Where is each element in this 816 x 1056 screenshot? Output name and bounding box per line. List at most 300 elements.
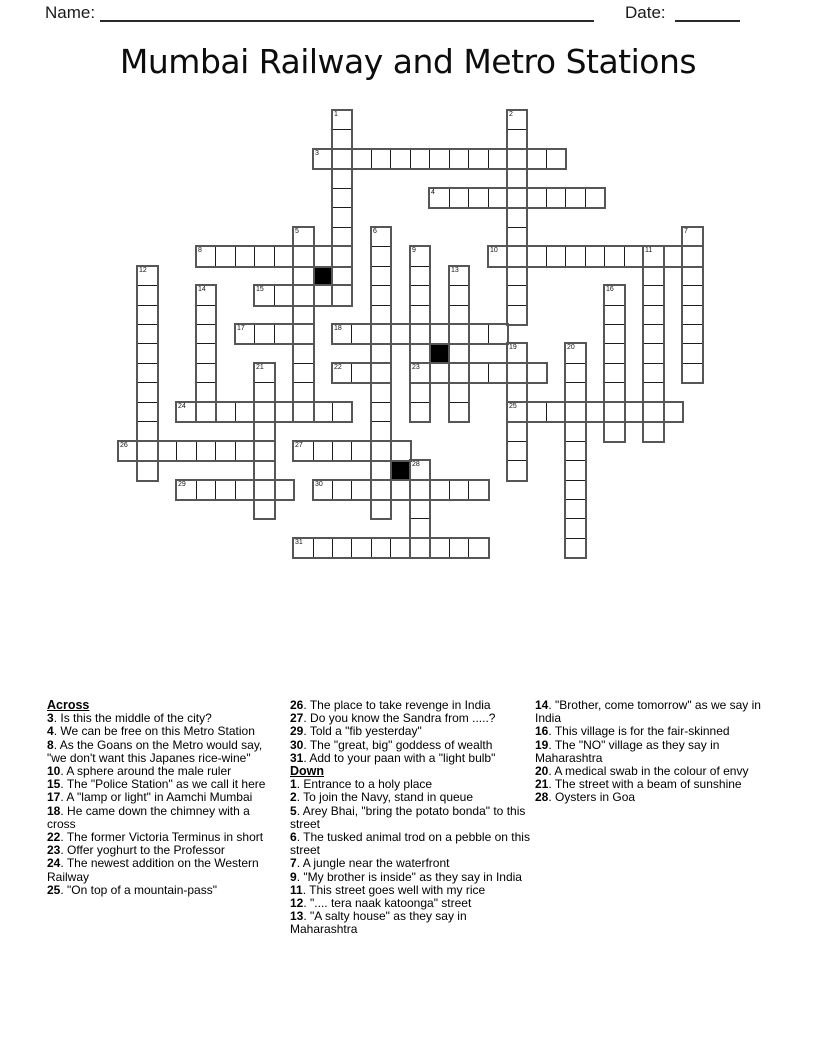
grid-cell[interactable] <box>254 441 275 461</box>
grid-cell[interactable] <box>604 324 625 344</box>
grid-cell[interactable] <box>507 402 527 422</box>
grid-cell[interactable] <box>429 188 450 208</box>
grid-cell[interactable] <box>488 324 508 344</box>
clue-item: 21. The street with a beam of sunshine <box>535 777 742 792</box>
grid-cell[interactable] <box>546 402 566 422</box>
grid-cell[interactable] <box>449 402 469 422</box>
grid-cell[interactable] <box>371 421 391 442</box>
grid-cell[interactable] <box>546 188 566 208</box>
grid-cell[interactable] <box>390 538 411 558</box>
grid-cell[interactable] <box>507 227 527 247</box>
grid-cell[interactable] <box>410 538 430 558</box>
grid-cell[interactable] <box>410 382 430 403</box>
clue-item: 5. Arey Bhai, "bring the potato bonda" to this street <box>290 803 526 831</box>
cell-number: 22 <box>334 364 342 371</box>
clue-item: 17. A "lamp or light" in Aamchi Mumbai <box>47 790 253 805</box>
grid-cell[interactable] <box>157 441 177 461</box>
grid-cell[interactable] <box>429 363 450 383</box>
grid-cell[interactable] <box>449 324 469 344</box>
grid-cell[interactable] <box>410 402 430 422</box>
grid-cell[interactable] <box>507 188 527 208</box>
grid-cell[interactable] <box>196 285 216 306</box>
grid-cell[interactable] <box>196 246 216 267</box>
grid-cell[interactable] <box>313 285 333 306</box>
clue-item: 20. A medical swab in the colour of envy <box>535 764 749 779</box>
grid-cell[interactable] <box>137 363 158 383</box>
grid-cell[interactable] <box>118 441 138 461</box>
grid-cell[interactable] <box>507 305 527 325</box>
clue-item: 7. A jungle near the waterfront <box>290 856 450 871</box>
clue-item: 1. Entrance to a holy place <box>290 777 433 792</box>
grid-cell[interactable] <box>410 518 430 539</box>
grid-cell[interactable] <box>643 266 664 286</box>
grid-cell[interactable] <box>254 246 275 267</box>
grid-cell[interactable] <box>235 480 255 500</box>
grid-cell[interactable] <box>410 305 430 325</box>
grid-cell[interactable] <box>332 168 352 189</box>
clue-text: Do you know the Sandra from .....? <box>310 711 496 726</box>
grid-cell[interactable] <box>604 363 625 383</box>
grid-cell[interactable] <box>137 324 158 344</box>
grid-cell[interactable] <box>254 460 275 481</box>
grid-cell[interactable] <box>332 266 352 286</box>
clue-number: 11 <box>290 882 303 897</box>
grid-cell[interactable] <box>624 246 644 267</box>
grid-cell[interactable] <box>293 246 314 267</box>
clue-number: 16 <box>535 724 549 739</box>
grid-cell[interactable] <box>604 246 625 267</box>
clue-text: The street with a beam of sunshine <box>554 777 742 792</box>
grid-cell[interactable] <box>313 246 333 267</box>
grid-cell[interactable] <box>410 246 430 267</box>
grid-cell[interactable] <box>293 382 314 403</box>
grid-cell[interactable] <box>507 266 527 286</box>
grid-cell[interactable] <box>565 402 586 422</box>
grid-cell[interactable] <box>274 246 294 267</box>
grid-cell[interactable] <box>410 480 430 500</box>
grid-cell[interactable] <box>585 246 605 267</box>
down-heading: Down <box>290 764 325 779</box>
cell-number: 31 <box>295 539 303 546</box>
grid-cell[interactable] <box>604 343 625 364</box>
grid-cell[interactable] <box>565 499 586 519</box>
grid-cell[interactable] <box>468 188 489 208</box>
grid-cell[interactable] <box>643 363 664 383</box>
grid-cell[interactable] <box>215 246 236 267</box>
grid-cell[interactable] <box>274 285 294 306</box>
clue-item: 29. Told a "fib yesterday" <box>290 724 422 739</box>
grid-cell[interactable] <box>526 402 547 422</box>
grid-cell[interactable] <box>274 402 294 422</box>
grid-cell[interactable] <box>643 402 664 422</box>
grid-cell[interactable] <box>371 538 391 558</box>
grid-cell[interactable] <box>410 149 430 169</box>
grid-cell[interactable] <box>526 363 547 383</box>
grid-cell[interactable] <box>682 363 703 383</box>
grid-cell[interactable] <box>507 129 527 150</box>
grid-cell[interactable] <box>332 324 352 344</box>
grid-cell[interactable] <box>351 441 372 461</box>
clue-text: We can be free on this Metro Station <box>60 724 255 739</box>
grid-cell[interactable] <box>488 363 508 383</box>
clue-text: The "great, big" goddess of wealth <box>309 737 493 752</box>
grid-cell[interactable] <box>488 149 508 169</box>
grid-cell[interactable] <box>468 480 489 500</box>
grid-cell[interactable] <box>546 246 566 267</box>
grid-cell[interactable] <box>390 441 411 461</box>
grid-cell[interactable] <box>293 441 314 461</box>
grid-cell[interactable] <box>429 480 450 500</box>
grid-cell[interactable] <box>371 285 391 306</box>
grid-cell[interactable] <box>196 441 216 461</box>
clue-item: 26. The place to take revenge in India <box>290 698 491 712</box>
grid-cell[interactable] <box>449 343 469 364</box>
clue-text: Add to your paan with a "light bulb" <box>309 750 496 765</box>
cell-number: 25 <box>509 403 517 410</box>
grid-cell[interactable] <box>468 538 489 558</box>
grid-cell[interactable] <box>682 305 703 325</box>
grid-cell[interactable] <box>488 246 508 267</box>
grid-cell[interactable] <box>526 188 547 208</box>
grid-cell[interactable] <box>137 382 158 403</box>
grid-cell[interactable] <box>682 324 703 344</box>
cell-number: 15 <box>256 286 264 293</box>
clue-number: 1 <box>290 777 297 792</box>
grid-cell[interactable] <box>293 227 314 247</box>
grid-cell[interactable] <box>371 402 391 422</box>
grid-cell[interactable] <box>468 324 489 344</box>
grid-cell[interactable] <box>643 421 664 442</box>
grid-cell[interactable] <box>410 460 430 481</box>
grid-cell[interactable] <box>196 363 216 383</box>
grid-cell[interactable] <box>196 480 216 500</box>
grid-cell[interactable] <box>507 343 527 364</box>
grid-cell[interactable] <box>410 324 430 344</box>
grid-cell[interactable] <box>565 246 586 267</box>
grid-cell[interactable] <box>332 441 352 461</box>
grid-cell[interactable] <box>371 363 391 383</box>
cell-number: 4 <box>431 189 435 196</box>
grid-cell[interactable] <box>507 246 527 267</box>
grid-cell[interactable] <box>313 480 333 500</box>
grid-cell[interactable] <box>332 538 352 558</box>
grid-cell[interactable] <box>196 343 216 364</box>
clues-column-2 <box>290 699 530 937</box>
grid-cell[interactable] <box>293 324 314 344</box>
grid-cell[interactable] <box>215 480 236 500</box>
clue-item: 18. He came down the chimney with a cross <box>47 803 250 831</box>
cell-number: 10 <box>490 247 498 254</box>
grid-cell[interactable] <box>643 324 664 344</box>
grid-cell[interactable] <box>371 324 391 344</box>
grid-cell[interactable] <box>390 480 411 500</box>
clue-item: 19. The "NO" village as they say in Maharashtra <box>535 737 720 765</box>
grid-cell[interactable] <box>507 207 527 228</box>
grid-cell[interactable] <box>313 149 333 169</box>
grid-cell[interactable] <box>196 382 216 403</box>
grid-cell[interactable] <box>410 363 430 383</box>
grid-cell[interactable] <box>176 480 197 500</box>
clue-text: As the Goans on the Metro would say, "we don't want this Japanes rice-wine" <box>47 737 263 765</box>
grid-cell[interactable] <box>137 285 158 306</box>
clue-item: 10. A sphere around the male ruler <box>47 764 232 779</box>
grid-cell[interactable] <box>410 285 430 306</box>
clue-number: 26 <box>290 698 304 712</box>
grid-cell[interactable] <box>565 518 586 539</box>
grid-cell[interactable] <box>332 363 352 383</box>
grid-cell[interactable] <box>663 246 683 267</box>
grid-cell[interactable] <box>371 382 391 403</box>
grid-cell[interactable] <box>274 480 294 500</box>
grid-cell[interactable] <box>449 285 469 306</box>
grid-cell[interactable] <box>332 110 352 130</box>
clue-number: 22 <box>47 830 61 845</box>
grid-cell[interactable] <box>507 460 527 481</box>
grid-cell[interactable] <box>254 324 275 344</box>
grid-cell[interactable] <box>196 402 216 422</box>
grid-cell[interactable] <box>332 188 352 208</box>
grid-cell[interactable] <box>507 168 527 189</box>
clue-item: 2. To join the Navy, stand in queue <box>290 790 474 805</box>
grid-cell[interactable] <box>390 324 411 344</box>
grid-cell[interactable] <box>137 343 158 364</box>
cell-number: 2 <box>509 111 513 118</box>
clue-number: 2 <box>290 790 297 805</box>
grid-cell[interactable] <box>565 480 586 500</box>
clues-column-1 <box>47 699 279 897</box>
grid-cell[interactable] <box>313 538 333 558</box>
grid-cell[interactable] <box>371 227 391 247</box>
grid-cell-black <box>313 266 333 286</box>
cell-number: 6 <box>373 228 377 235</box>
grid-cell[interactable] <box>235 402 255 422</box>
grid-cell[interactable] <box>604 305 625 325</box>
clue-item: 12. ".... tera naak katoonga" street <box>290 896 472 911</box>
clue-number: 3 <box>47 711 54 726</box>
clue-number: 9 <box>290 869 297 884</box>
grid-cell[interactable] <box>254 363 275 383</box>
grid-cell[interactable] <box>332 402 352 422</box>
grid-cell[interactable] <box>682 227 703 247</box>
grid-cell[interactable] <box>449 538 469 558</box>
cell-number: 12 <box>139 267 147 274</box>
clue-item: 28. Oysters in Goa <box>535 790 636 805</box>
grid-cell[interactable] <box>235 246 255 267</box>
grid-cell[interactable] <box>643 382 664 403</box>
grid-cell[interactable] <box>293 363 314 383</box>
grid-cell[interactable] <box>254 382 275 403</box>
clue-text: "A salty house" as they say in Maharashtra <box>290 909 467 937</box>
grid-cell[interactable] <box>371 480 391 500</box>
clue-text: This street goes well with my rice <box>309 882 486 897</box>
clue-text: A sphere around the male ruler <box>66 764 232 779</box>
grid-cell[interactable] <box>215 402 236 422</box>
grid-cell[interactable] <box>449 480 469 500</box>
grid-cell[interactable] <box>332 246 352 267</box>
grid-cell[interactable] <box>254 402 275 422</box>
clue-number: 8 <box>47 737 54 752</box>
grid-cell[interactable] <box>332 285 352 306</box>
grid-cell[interactable] <box>351 480 372 500</box>
grid-cell[interactable] <box>507 382 527 403</box>
grid-cell[interactable] <box>526 149 547 169</box>
clue-number: 31 <box>290 750 304 765</box>
clue-item: 24. The newest addition on the Western Railway <box>47 856 259 884</box>
grid-cell[interactable] <box>274 324 294 344</box>
clue-item: 31. Add to your paan with a "light bulb" <box>290 750 496 765</box>
grid-cell[interactable] <box>604 382 625 403</box>
grid-cell[interactable] <box>449 382 469 403</box>
grid-cell[interactable] <box>604 421 625 442</box>
grid-cell[interactable] <box>585 188 605 208</box>
clue-text: The "NO" village as they say in Maharashtra <box>535 737 720 765</box>
grid-cell[interactable] <box>449 149 469 169</box>
grid-cell[interactable] <box>332 207 352 228</box>
clue-number: 13 <box>290 909 304 924</box>
grid-cell[interactable] <box>429 149 450 169</box>
grid-cell[interactable] <box>137 402 158 422</box>
grid-cell[interactable] <box>176 441 197 461</box>
clue-text: Is this the middle of the city? <box>60 711 212 726</box>
grid-cell[interactable] <box>565 363 586 383</box>
grid-cell[interactable] <box>488 188 508 208</box>
grid-cell[interactable] <box>507 441 527 461</box>
grid-cell[interactable] <box>196 305 216 325</box>
cell-number: 28 <box>412 461 420 468</box>
clue-number: 12 <box>290 896 304 911</box>
grid-cell[interactable] <box>371 149 391 169</box>
grid-cell[interactable] <box>565 343 586 364</box>
grid-cell[interactable] <box>449 305 469 325</box>
grid-cell[interactable] <box>643 246 664 267</box>
clue-text: A medical swab in the colour of envy <box>554 764 749 779</box>
grid-cell[interactable] <box>410 266 430 286</box>
grid-cell[interactable] <box>371 266 391 286</box>
grid-cell[interactable] <box>137 460 158 481</box>
clue-number: 6 <box>290 830 297 845</box>
grid-cell[interactable] <box>507 285 527 306</box>
grid-cell[interactable] <box>565 441 586 461</box>
grid-cell[interactable] <box>332 480 352 500</box>
name-label: Name: <box>45 3 96 22</box>
grid-cell[interactable] <box>137 266 158 286</box>
grid-cell[interactable] <box>565 460 586 481</box>
grid-cell[interactable] <box>351 538 372 558</box>
grid-cell[interactable] <box>332 227 352 247</box>
grid-cell[interactable] <box>429 324 450 344</box>
grid-cell[interactable] <box>293 402 314 422</box>
grid-cell[interactable] <box>254 421 275 442</box>
clue-text: The former Victoria Terminus in short <box>66 830 264 845</box>
grid-cell[interactable] <box>663 402 683 422</box>
grid-cell[interactable] <box>468 363 489 383</box>
grid-cell[interactable] <box>468 149 489 169</box>
grid-cell[interactable] <box>293 305 314 325</box>
grid-cell[interactable] <box>313 402 333 422</box>
grid-cell[interactable] <box>682 343 703 364</box>
clue-number: 14 <box>535 698 549 712</box>
grid-cell[interactable] <box>410 499 430 519</box>
grid-cell[interactable] <box>293 343 314 364</box>
grid-cell[interactable] <box>235 441 255 461</box>
grid-cell[interactable] <box>565 421 586 442</box>
grid-cell[interactable] <box>449 363 469 383</box>
grid-cell[interactable] <box>254 499 275 519</box>
grid-cell[interactable] <box>332 129 352 150</box>
grid-cell[interactable] <box>449 266 469 286</box>
grid-cell[interactable] <box>371 441 391 461</box>
grid-cell[interactable] <box>682 266 703 286</box>
grid-cell[interactable] <box>176 402 197 422</box>
clue-number: 21 <box>535 777 549 792</box>
grid-cell[interactable] <box>643 285 664 306</box>
grid-cell[interactable] <box>682 285 703 306</box>
grid-cell[interactable] <box>371 499 391 519</box>
grid-cell[interactable] <box>215 441 236 461</box>
clue-text: A jungle near the waterfront <box>302 856 450 871</box>
grid-cell[interactable] <box>507 149 527 169</box>
grid-cell[interactable] <box>351 149 372 169</box>
grid-cell[interactable] <box>371 460 391 481</box>
grid-cell[interactable] <box>293 538 314 558</box>
grid-cell[interactable] <box>565 538 586 558</box>
clue-text: He came down the chimney with a cross <box>47 803 250 831</box>
grid-cell[interactable] <box>410 343 430 364</box>
grid-cell[interactable] <box>196 324 216 344</box>
grid-cell[interactable] <box>371 305 391 325</box>
grid-cell[interactable] <box>137 305 158 325</box>
grid-cell[interactable] <box>546 149 566 169</box>
grid-cell[interactable] <box>565 188 586 208</box>
grid-cell[interactable] <box>235 324 255 344</box>
grid-cell[interactable] <box>604 285 625 306</box>
clue-number: 29 <box>290 724 304 739</box>
grid-cell[interactable] <box>624 402 644 422</box>
grid-cell[interactable] <box>682 246 703 267</box>
grid-cell[interactable] <box>526 246 547 267</box>
grid-cell[interactable] <box>332 149 352 169</box>
grid-cell[interactable] <box>351 324 372 344</box>
grid-cell[interactable] <box>371 246 391 267</box>
page-title: Mumbai Railway and Metro Stations <box>119 42 697 81</box>
grid-cell[interactable] <box>137 441 158 461</box>
grid-cell[interactable] <box>565 382 586 403</box>
grid-cell[interactable] <box>604 402 625 422</box>
grid-cell[interactable] <box>390 149 411 169</box>
grid-cell[interactable] <box>643 305 664 325</box>
clue-number: 24 <box>47 856 61 871</box>
grid-cell[interactable] <box>429 538 450 558</box>
grid-cell[interactable] <box>507 110 527 130</box>
grid-cell[interactable] <box>254 480 275 500</box>
clue-text: The newest addition on the Western Railway <box>47 856 259 884</box>
grid-cell[interactable] <box>293 285 314 306</box>
grid-cell[interactable] <box>449 188 469 208</box>
grid-cell[interactable] <box>351 363 372 383</box>
grid-cell[interactable] <box>507 421 527 442</box>
grid-cell[interactable] <box>313 441 333 461</box>
clue-text: "On top of a mountain-pass" <box>67 882 217 897</box>
grid-cell[interactable] <box>371 343 391 364</box>
grid-cell[interactable] <box>293 266 314 286</box>
grid-cell[interactable] <box>507 363 527 383</box>
grid-cell[interactable] <box>643 343 664 364</box>
grid-cell[interactable] <box>585 402 605 422</box>
clue-number: 25 <box>47 882 61 897</box>
clue-number: 27 <box>290 711 304 726</box>
grid-cell[interactable] <box>254 285 275 306</box>
grid-cell[interactable] <box>137 421 158 442</box>
